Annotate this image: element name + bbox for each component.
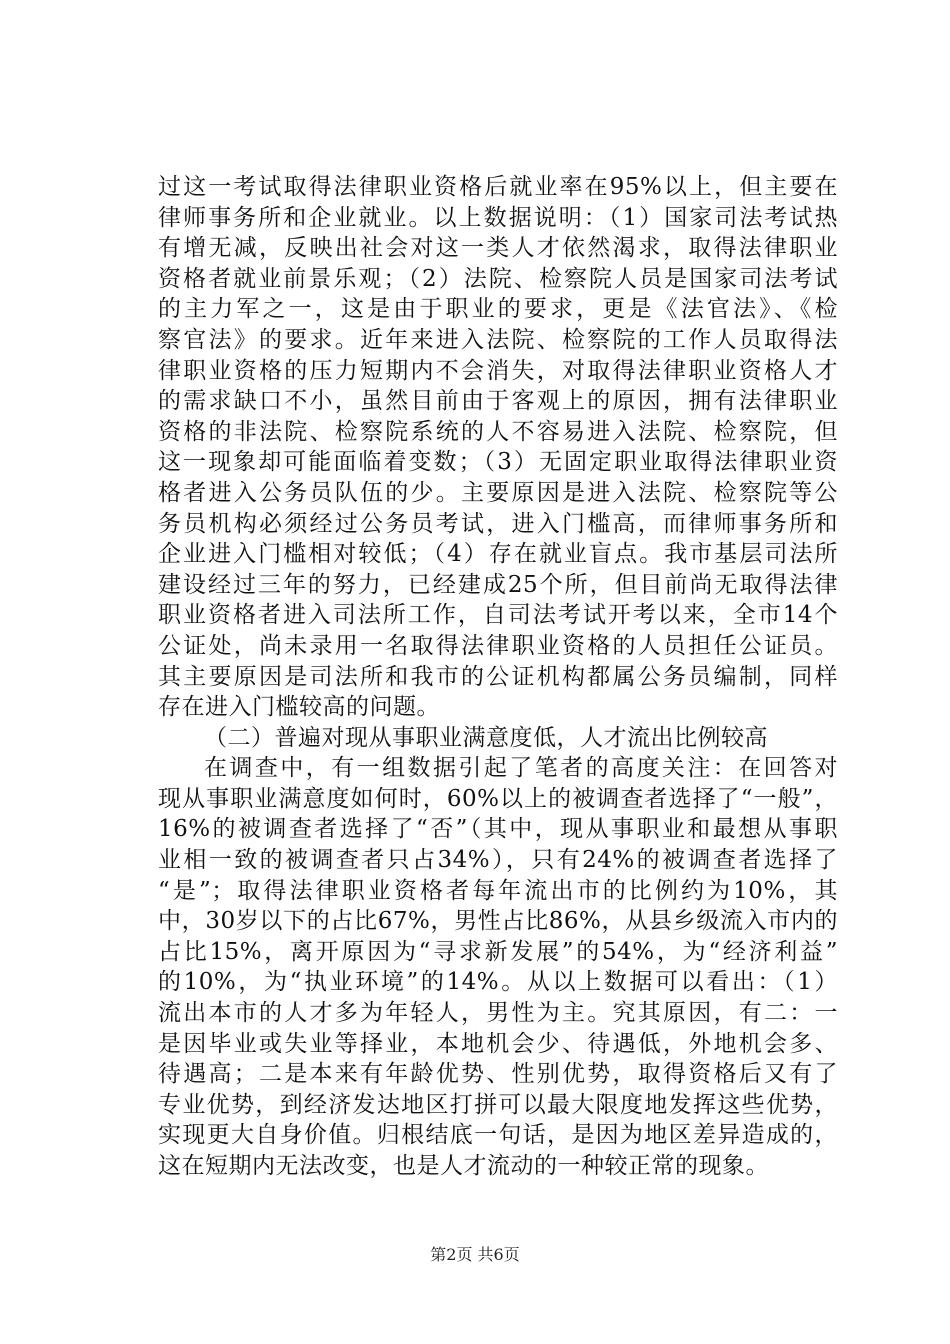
text-line: 其主要原因是司法所和我市的公证机构都属公务员编制，同样 (158, 663, 838, 690)
text-line: 实现更大自身价值。归根结底一句话，是因为地区差异造成的， (158, 1122, 838, 1149)
document-body (158, 172, 838, 1182)
text-line: 的10%，为“执业环境”的14%。从以上数据可以看出：（1） (158, 969, 838, 996)
text-line: 专业优势，到经济发达地区打拼可以最大限度地发挥这些优势， (158, 1091, 838, 1118)
text-line: 察官法》的要求。近年来进入法院、检察院的工作人员取得法 (158, 326, 838, 353)
text-line: 有增无减，反映出社会对这一类人才依然渴求，取得法律职业 (158, 235, 838, 262)
text-line: 建设经过三年的努力，已经建成25个所，但目前尚无取得法律 (158, 571, 838, 598)
text-line: “是”；取得法律职业资格者每年流出市的比例约为10%，其 (158, 877, 838, 904)
text-line: 公证处，尚未录用一名取得法律职业资格的人员担任公证员。 (158, 632, 838, 659)
text-line: 企业进入门槛相对较低；（4）存在就业盲点。我市基层司法所 (158, 541, 838, 568)
text-line: 这一现象却可能面临着变数；（3）无固定职业取得法律职业资 (158, 449, 838, 476)
text-line: 的主力军之一，这是由于职业的要求，更是《法官法》、《检 (158, 296, 838, 323)
text-line: 是因毕业或失业等择业，本地机会少、待遇低，外地机会多、 (158, 1030, 838, 1057)
text-line: 占比15%，离开原因为“寻求新发展”的54%，为“经济利益” (158, 938, 838, 965)
text-line: 这在短期内无法改变，也是人才流动的一种较正常的现象。 (158, 1153, 769, 1179)
text-line: 中，30岁以下的占比67%，男性占比86%，从县乡级流入市内的 (158, 908, 838, 935)
text-line: 资格的非法院、检察院系统的人不容易进入法院、检察院，但 (158, 418, 838, 445)
text-line: 资格者就业前景乐观；（2）法院、检察院人员是国家司法考试 (158, 265, 838, 292)
text-line: 在调查中，有一组数据引起了笔者的高度关注：在回答对 (204, 755, 838, 782)
text-line: 业相一致的被调查者只占34%），只有24%的被调查者选择了 (158, 847, 838, 874)
text-line: 16%的被调查者选择了“否”（其中，现从事职业和最想从事职 (158, 816, 838, 843)
text-line: 律师事务所和企业就业。以上数据说明：（1）国家司法考试热 (158, 204, 838, 231)
text-line: 过这一考试取得法律职业资格后就业率在95%以上，但主要在 (158, 174, 838, 200)
page-footer (0, 1245, 950, 1265)
section-heading: （二）普遍对现从事职业满意度低，人才流出比例较高 (204, 724, 768, 751)
text-line: 现从事职业满意度如何时，60%以上的被调查者选择了“一般”， (158, 785, 838, 812)
text-line: 流出本市的人才多为年轻人，男性为主。究其原因，有二：一 (158, 1000, 838, 1027)
text-line: 待遇高；二是本来有年龄优势、性别优势，取得资格后又有了 (158, 1061, 838, 1088)
text-line: 职业资格者进入司法所工作，自司法考试开考以来，全市14个 (158, 602, 838, 629)
text-line: 律职业资格的压力短期内不会消失，对取得法律职业资格人才 (158, 357, 838, 384)
text-line: 务员机构必须经过公务员考试，进入门槛高，而律师事务所和 (158, 510, 838, 537)
text-line: 格者进入公务员队伍的少。主要原因是进入法院、检察院等公 (158, 479, 838, 506)
text-line: 存在进入门槛较高的问题。 (158, 694, 440, 721)
page-number: 第2页 共6页 (430, 1245, 520, 1264)
text-line: 的需求缺口不小，虽然目前由于客观上的原因，拥有法律职业 (158, 388, 838, 415)
